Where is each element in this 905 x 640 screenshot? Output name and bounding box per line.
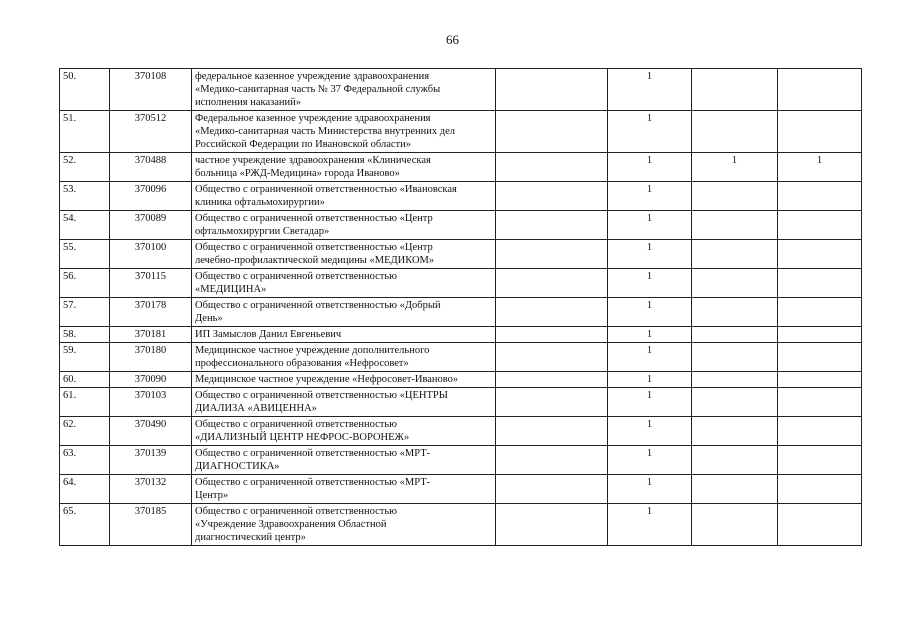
registry-code-cell: 370115 (110, 269, 192, 298)
organization-name-cell (192, 475, 496, 504)
value-cell-3 (692, 182, 778, 211)
table-row (60, 417, 862, 446)
value-cell-1 (496, 417, 608, 446)
row-number-cell: 60. (60, 372, 110, 388)
value-cell-1 (496, 182, 608, 211)
organization-name-line: Общество с ограниченной ответственностью «Центр (195, 213, 433, 224)
value-cell-1 (496, 298, 608, 327)
organization-name-line: Медицинское частное учреждение «Нефросовет-Иваново» (195, 374, 459, 385)
registry-code-cell: 370096 (110, 182, 192, 211)
registry-code-cell: 370180 (110, 343, 192, 372)
row-number-cell: 50. (60, 69, 110, 111)
value-cell-2: 1 (608, 475, 692, 504)
organization-name-cell (192, 211, 496, 240)
value-cell-4 (778, 343, 862, 372)
value-cell-3 (692, 388, 778, 417)
value-cell-1 (496, 504, 608, 546)
value-cell-2: 1 (608, 298, 692, 327)
organization-name-line: «Медико-санитарная часть Министерства внутренних дел (195, 126, 456, 137)
value-cell-4 (778, 240, 862, 269)
row-number-cell: 62. (60, 417, 110, 446)
value-cell-3 (692, 343, 778, 372)
organization-name-line: Общество с ограниченной ответственностью «ЦЕНТРЫ (195, 390, 448, 401)
organization-name-line: Общество с ограниченной ответственностью «МРТ- (195, 448, 431, 459)
row-number-cell: 65. (60, 504, 110, 546)
table-row (60, 446, 862, 475)
registry-code-cell: 370512 (110, 111, 192, 153)
table-row (60, 182, 862, 211)
page-number: 66 (446, 32, 459, 47)
registry-code-cell: 370181 (110, 327, 192, 343)
organization-name-cell (192, 446, 496, 475)
value-cell-2: 1 (608, 417, 692, 446)
row-number-cell: 55. (60, 240, 110, 269)
row-number-cell: 58. (60, 327, 110, 343)
table-row (60, 504, 862, 546)
organization-name-line: Общество с ограниченной ответственностью «МРТ- (195, 477, 431, 488)
value-cell-3: 1 (692, 153, 778, 182)
organization-name-line: диагностический центр» (195, 532, 306, 543)
value-cell-2: 1 (608, 372, 692, 388)
value-cell-4 (778, 69, 862, 111)
value-cell-4 (778, 111, 862, 153)
value-cell-2: 1 (608, 240, 692, 269)
table-row (60, 327, 862, 343)
value-cell-1 (496, 69, 608, 111)
table-row (60, 211, 862, 240)
value-cell-3 (692, 417, 778, 446)
value-cell-3 (692, 211, 778, 240)
table-body (60, 69, 862, 546)
organization-name-line: «МЕДИЦИНА» (195, 284, 267, 295)
organization-name-line: ДИАЛИЗА «АВИЦЕННА» (195, 403, 317, 414)
table-row (60, 269, 862, 298)
value-cell-3 (692, 69, 778, 111)
table-row (60, 240, 862, 269)
organization-name-line: исполнения наказаний» (195, 97, 302, 108)
organization-name-line: Общество с ограниченной ответственностью «Добрый (195, 300, 441, 311)
organization-name-line: «Медико-санитарная часть № 37 Федеральной службы (195, 84, 441, 95)
table-row (60, 388, 862, 417)
row-number-cell: 54. (60, 211, 110, 240)
registry-code-cell: 370089 (110, 211, 192, 240)
organization-name-cell (192, 240, 496, 269)
registry-code-cell: 370108 (110, 69, 192, 111)
organization-name-line: Общество с ограниченной ответственностью (195, 271, 398, 282)
organization-name-line: Общество с ограниченной ответственностью «Центр (195, 242, 433, 253)
table-row (60, 153, 862, 182)
value-cell-2: 1 (608, 343, 692, 372)
organization-name-cell (192, 417, 496, 446)
row-number-cell: 61. (60, 388, 110, 417)
registry-code-cell: 370488 (110, 153, 192, 182)
table-row (60, 475, 862, 504)
organization-name-cell (192, 327, 496, 343)
organization-name-line: Общество с ограниченной ответственностью (195, 506, 398, 517)
value-cell-1 (496, 327, 608, 343)
value-cell-2: 1 (608, 182, 692, 211)
value-cell-4 (778, 327, 862, 343)
value-cell-1 (496, 475, 608, 504)
value-cell-2: 1 (608, 446, 692, 475)
value-cell-4 (778, 211, 862, 240)
value-cell-2: 1 (608, 504, 692, 546)
value-cell-3 (692, 446, 778, 475)
table-row (60, 372, 862, 388)
organization-name-line: ИП Замыслов Данил Евгеньевич (195, 329, 342, 340)
organization-name-line: «Учреждение Здравоохранения Областной (195, 519, 387, 530)
value-cell-1 (496, 388, 608, 417)
value-cell-4 (778, 446, 862, 475)
organization-name-line: Медицинское частное учреждение дополнительного (195, 345, 430, 356)
value-cell-1 (496, 211, 608, 240)
value-cell-3 (692, 504, 778, 546)
organization-name-cell (192, 182, 496, 211)
table-row (60, 111, 862, 153)
organization-name-line: День» (195, 313, 223, 324)
row-number-cell: 51. (60, 111, 110, 153)
value-cell-4 (778, 475, 862, 504)
registry-code-cell: 370139 (110, 446, 192, 475)
organization-name-cell (192, 504, 496, 546)
table-row (60, 343, 862, 372)
value-cell-3 (692, 475, 778, 504)
value-cell-1 (496, 372, 608, 388)
value-cell-2: 1 (608, 211, 692, 240)
organization-name-line: клиника офтальмохирургии» (195, 197, 325, 208)
organization-name-line: Общество с ограниченной ответственностью (195, 419, 398, 430)
organization-name-cell (192, 388, 496, 417)
organization-name-line: ДИАГНОСТИКА» (195, 461, 280, 472)
value-cell-1 (496, 343, 608, 372)
registry-code-cell: 370090 (110, 372, 192, 388)
organization-name-cell (192, 69, 496, 111)
value-cell-1 (496, 269, 608, 298)
value-cell-4: 1 (778, 153, 862, 182)
value-cell-1 (496, 446, 608, 475)
row-number-cell: 53. (60, 182, 110, 211)
table-row (60, 298, 862, 327)
value-cell-1 (496, 153, 608, 182)
value-cell-2: 1 (608, 388, 692, 417)
value-cell-1 (496, 111, 608, 153)
value-cell-2: 1 (608, 327, 692, 343)
registry-code-cell: 370103 (110, 388, 192, 417)
organization-name-line: офтальмохирургии Светадар» (195, 226, 330, 237)
row-number-cell: 63. (60, 446, 110, 475)
organization-name-line: Общество с ограниченной ответственностью «Ивановская (195, 184, 457, 195)
organization-name-line: Федеральное казенное учреждение здравоохранения (195, 113, 431, 124)
value-cell-4 (778, 298, 862, 327)
value-cell-4 (778, 417, 862, 446)
value-cell-2: 1 (608, 153, 692, 182)
value-cell-4 (778, 182, 862, 211)
registry-table (59, 68, 862, 546)
row-number-cell: 64. (60, 475, 110, 504)
value-cell-3 (692, 327, 778, 343)
organization-name-line: больница «РЖД-Медицина» города Иваново» (195, 168, 400, 179)
value-cell-1 (496, 240, 608, 269)
registry-code-cell: 370132 (110, 475, 192, 504)
value-cell-3 (692, 240, 778, 269)
table-row (60, 69, 862, 111)
value-cell-2: 1 (608, 111, 692, 153)
organization-name-line: федеральное казенное учреждение здравоохранения (195, 71, 430, 82)
row-number-cell: 57. (60, 298, 110, 327)
value-cell-3 (692, 111, 778, 153)
organization-name-cell (192, 153, 496, 182)
registry-code-cell: 370490 (110, 417, 192, 446)
organization-name-cell (192, 343, 496, 372)
organization-name-line: профессионального образования «Нефросовет» (195, 358, 409, 369)
organization-name-line: частное учреждение здравоохранения «Клиническая (195, 155, 431, 166)
organization-name-line: «ДИАЛИЗНЫЙ ЦЕНТР НЕФРОС-ВОРОНЕЖ» (195, 432, 410, 443)
row-number-cell: 56. (60, 269, 110, 298)
value-cell-3 (692, 372, 778, 388)
organization-name-cell (192, 298, 496, 327)
value-cell-4 (778, 269, 862, 298)
registry-code-cell: 370185 (110, 504, 192, 546)
registry-code-cell: 370178 (110, 298, 192, 327)
value-cell-3 (692, 298, 778, 327)
registry-code-cell: 370100 (110, 240, 192, 269)
value-cell-4 (778, 388, 862, 417)
value-cell-3 (692, 269, 778, 298)
value-cell-2: 1 (608, 269, 692, 298)
value-cell-2: 1 (608, 69, 692, 111)
value-cell-4 (778, 372, 862, 388)
organization-name-line: Российской Федерации по Ивановской области» (195, 139, 411, 150)
organization-name-line: Центр» (195, 490, 229, 501)
organization-name-cell (192, 111, 496, 153)
organization-name-cell (192, 269, 496, 298)
row-number-cell: 52. (60, 153, 110, 182)
row-number-cell: 59. (60, 343, 110, 372)
organization-name-line: лечебно-профилактической медицины «МЕДИКОМ» (195, 255, 435, 266)
organization-name-cell (192, 372, 496, 388)
value-cell-4 (778, 504, 862, 546)
